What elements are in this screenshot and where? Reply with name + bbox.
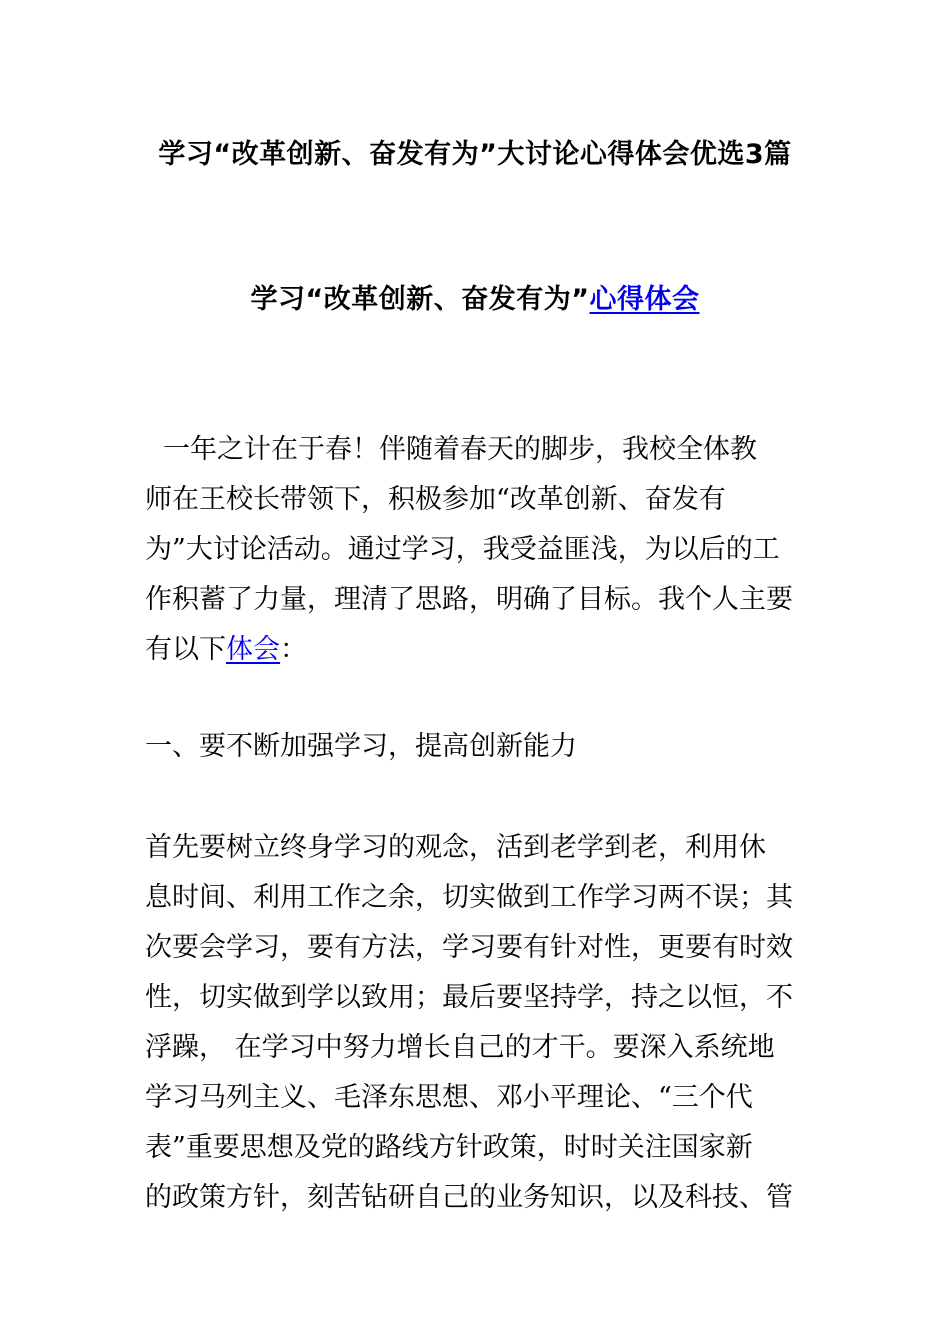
body-line-4: 性，切实做到学以致用；最后要坚持学，持之以恒，不	[145, 982, 793, 1013]
body-line-7: 表”重要思想及党的路线方针政策，时时关注国家新	[145, 1132, 753, 1163]
body-paragraph-2	[145, 823, 810, 1223]
document-title: 学习“改革创新、奋发有为”大讨论心得体会优选3篇	[158, 139, 792, 170]
body-line-8: 的政策方针，刻苦钻研自己的业务知识，以及科技、管	[145, 1182, 793, 1213]
section-heading-1: 一、要不断加强学习，提高创新能力	[145, 731, 577, 762]
body-line-2: 息时间、利用工作之余，切实做到工作学习两不误；其	[145, 882, 793, 913]
intro-line-4: 作积蓄了力量，理清了思路，明确了目标。我个人主要	[145, 584, 793, 615]
intro-line-5-prefix: 有以下	[145, 634, 226, 665]
intro-paragraph	[145, 425, 810, 675]
intro-line-2: 师在王校长带领下，积极参加“改革创新、奋发有	[145, 484, 726, 515]
body-line-5: 浮躁， 在学习中努力增长自己的才干。要深入系统地	[145, 1032, 775, 1063]
subtitle-link[interactable]: 心得体会	[589, 284, 700, 315]
intro-line-1: 一年之计在于春！伴随着春天的脚步，我校全体教	[163, 434, 757, 465]
body-line-3: 次要会学习，要有方法，学习要有针对性，更要有时效	[145, 932, 793, 963]
intro-line-3: 为”大讨论活动。通过学习，我受益匪浅，为以后的工	[145, 534, 780, 565]
intro-line-5-suffix: ：	[280, 634, 307, 665]
body-line-6: 学习马列主义、毛泽东思想、邓小平理论、“三个代	[145, 1082, 753, 1113]
subtitle-text: 学习“改革创新、奋发有为”	[250, 284, 590, 315]
body-line-1: 首先要树立终身学习的观念，活到老学到老，利用休	[145, 832, 766, 863]
tihui-link[interactable]: 体会	[226, 634, 280, 665]
document-subtitle	[120, 277, 830, 323]
